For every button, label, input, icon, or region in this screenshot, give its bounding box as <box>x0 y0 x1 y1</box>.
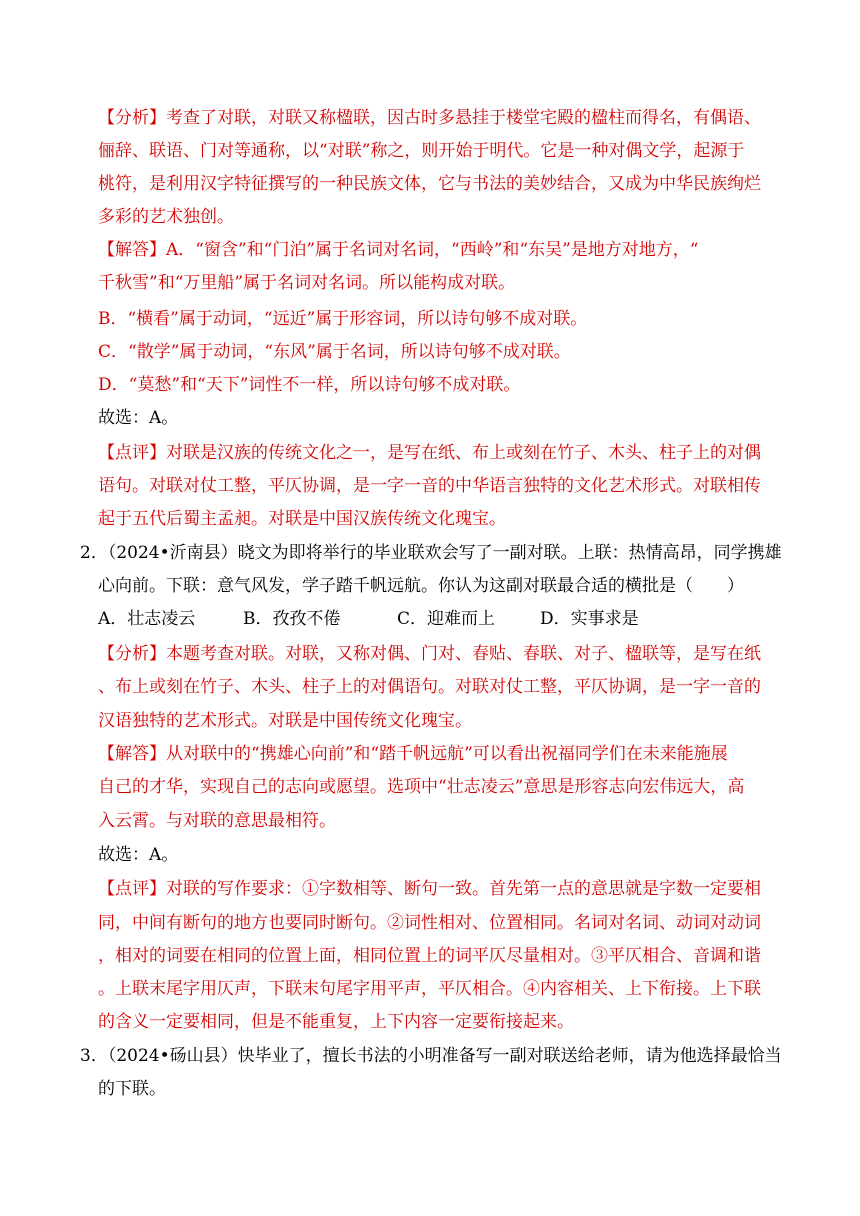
q2-question-line-1: 2．（2024•沂南县）晓文为即将举行的毕业联欢会写了一副对联。上联：热情高昂，同学携雄 <box>80 543 782 563</box>
q2-comment-line-5: 的含义一定要相同，但是不能重复，上下内容一定要衔接起来。 <box>98 1012 574 1032</box>
q1-analysis-line-4: 多彩的艺术独创。 <box>98 207 234 227</box>
q2-option-a: A．壮志凌云 <box>98 609 196 629</box>
q2-answer-line-1: 【解答】从对联中的“携雄心向前”和“踏千帆远航”可以看出祝福同学们在未来能施展 <box>98 744 728 764</box>
q2-comment-line-2: 同，中间有断句的地方也要同时断句。②词性相对、位置相同。名词对名词、动词对动词 <box>98 913 761 933</box>
q1-answer-option-c: C．“散学”属于动词，“东风”属于名词，所以诗句够不成对联。 <box>98 342 571 362</box>
q2-option-b: B．孜孜不倦 <box>243 609 341 629</box>
q2-analysis-line-3: 汉语独特的艺术形式。对联是中国传统文化瑰宝。 <box>98 711 472 731</box>
q1-comment-line-2: 语句。对联对仗工整，平仄协调，是一字一音的中华语言独特的文化艺术形式。对联相传 <box>98 476 761 496</box>
q1-analysis-line-2: 俪辞、联语、门对等通称，以“对联”称之，则开始于明代。它是一种对偶文学，起源于 <box>98 141 745 161</box>
q2-analysis-line-1: 【分析】本题考查对联。对联，又称对偶、门对、春贴、春联、对子、楹联等，是写在纸 <box>98 644 761 664</box>
q2-answer-line-2: 自己的才华，实现自己的志向或愿望。选项中“壮志凌云”意思是形容志向宏伟远大，高 <box>98 777 745 797</box>
q1-choice: 故选：A。 <box>98 408 179 428</box>
q2-choice: 故选：A。 <box>98 845 179 865</box>
q2-comment-line-1: 【点评】对联的写作要求：①字数相等、断句一致。首先第一点的意思就是字数一定要相 <box>98 879 761 899</box>
q3-question-line-1: 3．（2024•砀山县）快毕业了，擅长书法的小明准备写一副对联送给老师，请为他选择最恰当 <box>80 1046 782 1066</box>
q3-question-line-2: 的下联。 <box>98 1079 166 1099</box>
q1-answer-option-d: D．“莫愁”和“天下”词性不一样，所以诗句够不成对联。 <box>98 375 521 395</box>
q1-analysis-line-1: 【分析】考查了对联，对联又称楹联，因古时多悬挂于楼堂宅殿的楹柱而得名，有偶语、 <box>98 108 761 128</box>
q2-option-c: C．迎难而上 <box>397 609 496 629</box>
q1-comment-line-1: 【点评】对联是汉族的传统文化之一，是写在纸、布上或刻在竹子、木头、柱子上的对偶 <box>98 443 761 463</box>
q2-comment-line-4: 。上联末尾字用仄声，下联末句尾字用平声，平仄相合。④内容相关、上下衔接。上下联 <box>98 979 761 999</box>
q2-option-d: D．实事求是 <box>540 609 639 629</box>
q2-analysis-line-2: 、布上或刻在竹子、木头、柱子上的对偶语句。对联对仗工整，平仄协调，是一字一音的 <box>98 677 761 697</box>
q1-answer-line-2: 千秋雪”和“万里船”属于名词对名词。所以能构成对联。 <box>98 273 516 293</box>
q1-analysis-line-3: 桃符，是利用汉字特征撰写的一种民族文体，它与书法的美妙结合，又成为中华民族绚烂 <box>98 174 761 194</box>
q2-question-line-2: 心向前。下联：意气风发，学子踏千帆远航。你认为这副对联最合适的横批是（ ） <box>98 576 744 596</box>
q2-comment-line-3: ，相对的词要在相同的位置上面，相同位置上的词平仄尽量相对。③平仄相合、音调和谐 <box>98 946 761 966</box>
q1-answer-option-b: B．“横看”属于动词，“远近”属于形容词，所以诗句够不成对联。 <box>98 309 588 329</box>
q2-answer-line-3: 入云霄。与对联的意思最相符。 <box>98 811 336 831</box>
q1-comment-line-3: 起于五代后蜀主孟昶。对联是中国汉族传统文化瑰宝。 <box>98 509 506 529</box>
q1-answer-line-1: 【解答】A．“窗含”和“门泊”属于名词对名词，“西岭”和“东吴”是地方对地方，“ <box>98 240 699 260</box>
